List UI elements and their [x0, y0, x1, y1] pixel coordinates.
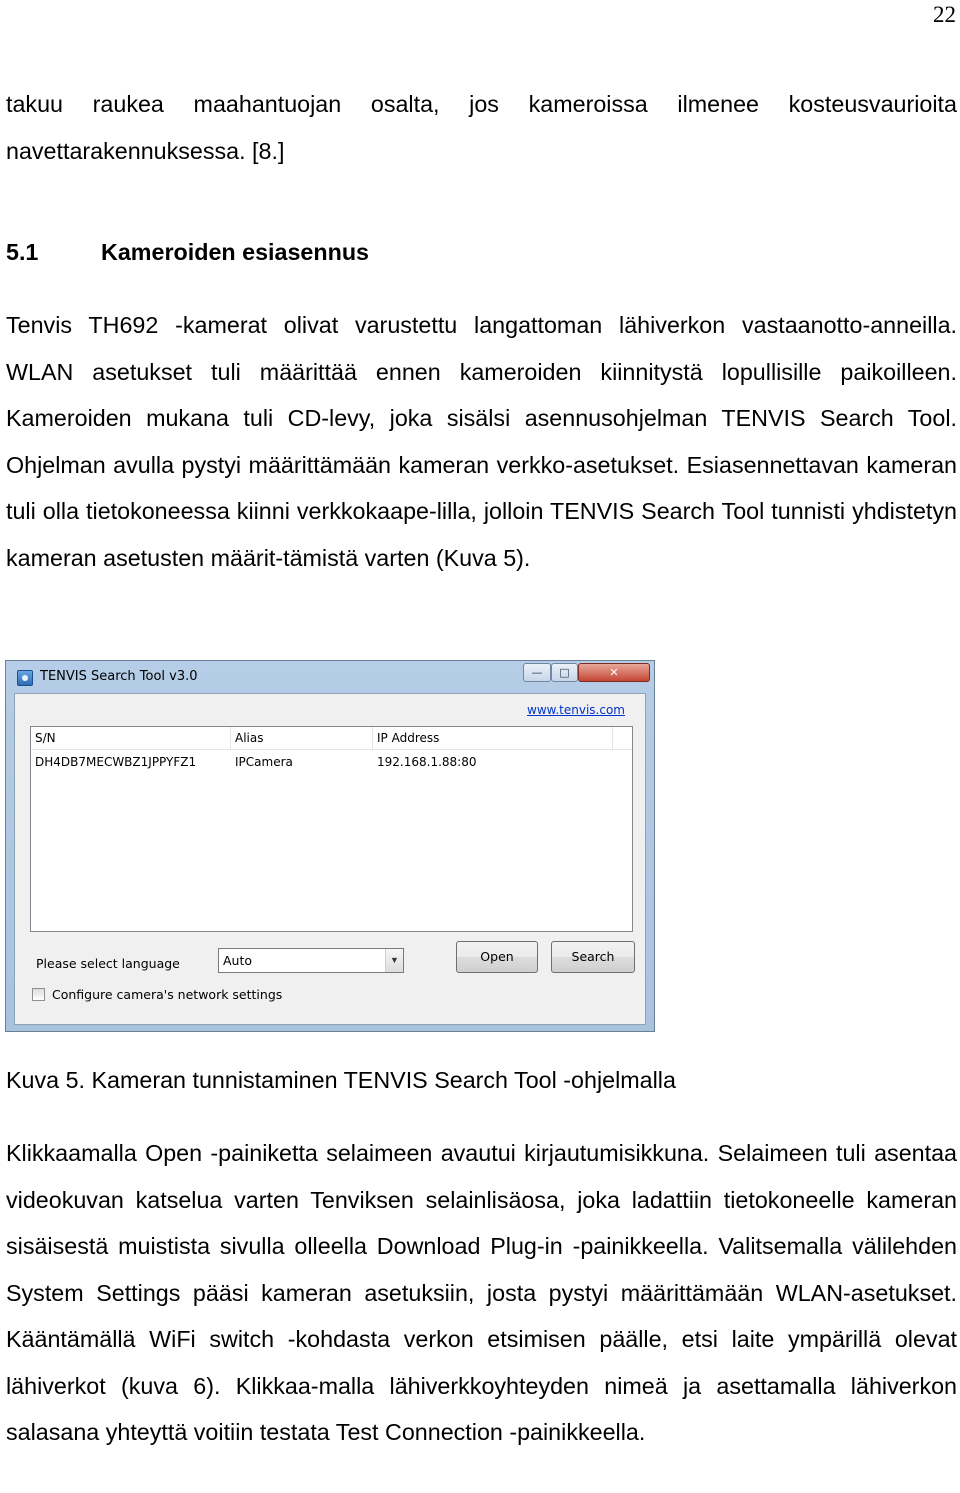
tenvis-website-link[interactable]: www.tenvis.com — [527, 703, 625, 717]
open-button[interactable]: Open — [456, 941, 538, 973]
tenvis-search-tool-screenshot — [5, 660, 655, 1032]
language-label: Please select language — [36, 956, 180, 971]
device-list[interactable] — [30, 726, 633, 932]
window-title-bar — [6, 661, 654, 693]
search-button[interactable]: Search — [551, 941, 635, 973]
paragraph-setup: Tenvis TH692 -kamerat olivat varustettu langattoman lähiverkon vastaanotto-anneilla. WLAN asetukset tuli määrittää ennen kameroiden kiinnitystä lopullisille paikoilleen. Kameroiden mukana tuli CD-levy, joka sisälsi asennusohjelman TENVIS Search Tool. Ohjelman avulla pystyi määrittämään kameran verkko-asetukset. Esiasennettavan kameran tuli olla tietokoneessa kiinni verkkokaape-lilla, jolloin TENVIS Search Tool tunnisti yhdistetyn kameran asetusten määrit-tämistä varten (Kuva 5). — [6, 312, 957, 571]
configure-network-checkbox[interactable] — [32, 988, 45, 1001]
section-title: Kameroiden esiasennus — [101, 239, 370, 265]
language-select[interactable] — [218, 948, 404, 973]
window-title: TENVIS Search Tool v3.0 — [40, 669, 198, 684]
app-icon — [17, 670, 33, 686]
language-select-value: Auto — [223, 953, 253, 968]
device-sn: DH4DB7MECWBZ1JPPYFZ1 — [35, 755, 197, 769]
maximize-button[interactable]: □ — [551, 663, 578, 682]
device-list-header — [31, 727, 632, 750]
chevron-down-icon[interactable]: ▼ — [385, 949, 403, 972]
close-button[interactable]: ✕ — [578, 663, 650, 682]
device-alias: IPCamera — [235, 755, 293, 769]
figure-caption: Kuva 5. Kameran tunnistaminen TENVIS Search Tool -ohjelmalla — [6, 1067, 676, 1093]
device-ip: 192.168.1.88:80 — [377, 755, 477, 769]
column-header-alias[interactable]: Alias — [231, 727, 373, 749]
page-number: 22 — [933, 2, 956, 27]
column-header-ip[interactable]: IP Address — [373, 727, 613, 749]
window-client-area — [14, 693, 646, 1025]
configure-network-label: Configure camera's network settings — [52, 987, 283, 1002]
device-row[interactable] — [31, 751, 632, 773]
column-header-sn[interactable]: S/N — [31, 727, 231, 749]
section-number: 5.1 — [6, 239, 39, 265]
section-heading — [6, 232, 369, 272]
paragraph-intro: takuu raukea maahantuojan osalta, jos kameroissa ilmenee kosteusvaurioita navettarakennuksessa. [8.] — [6, 91, 957, 164]
minimize-button[interactable]: — — [523, 663, 551, 682]
paragraph-browser: Klikkaamalla Open -painiketta selaimeen avautui kirjautumisikkuna. Selaimeen tuli asentaa videokuvan katselua varten Tenviksen selainlisäosa, joka ladattiin tietokoneelle kameran sisäisestä muistista sivulla olleella Download Plug-in -painikkeella. Valitsemalla välilehden System Settings pääsi kameran asetuksiin, josta pystyi määrittämään WLAN-asetukset. Kääntämällä WiFi switch -kohdasta verkon etsimisen päälle, etsi laite ympärillä olevat lähiverkot (kuva 6). Klikkaa-malla lähiverkkoyhteyden nimeä ja asettamalla lähiverkon salasana yhteyttä voitiin testata Test Connection -painikkeella. — [6, 1140, 957, 1445]
